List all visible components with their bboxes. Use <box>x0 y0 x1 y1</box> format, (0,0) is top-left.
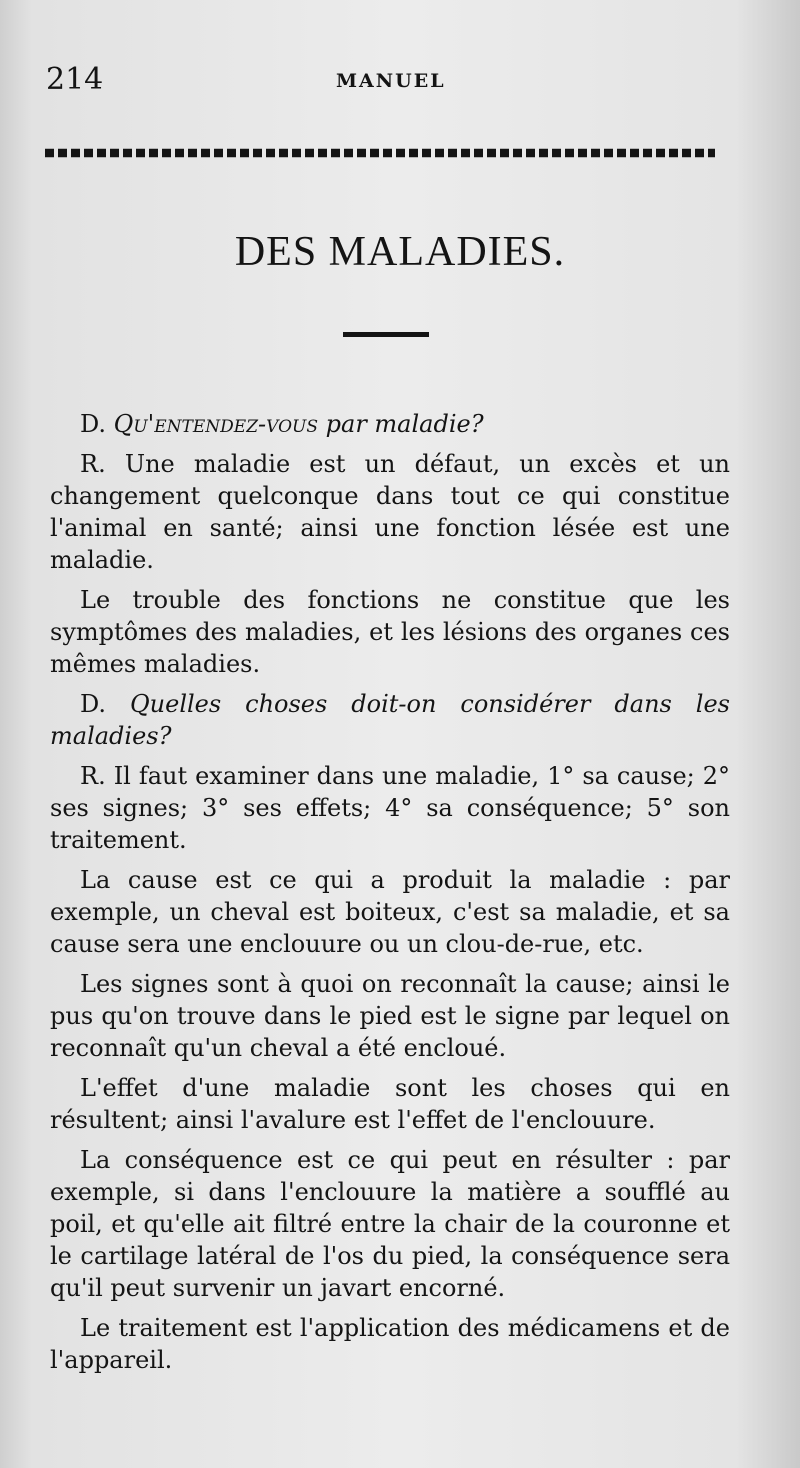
running-title: MANUEL <box>336 70 446 92</box>
title-rule <box>343 332 429 337</box>
question-paragraph <box>50 408 730 440</box>
answer-text: Il faut examiner dans une maladie, 1° sa cause; 2° ses signes; 3° ses effets; 4° sa conséquence; 5° son traitement. <box>50 762 730 854</box>
question-label: D. <box>80 690 107 718</box>
body-paragraph: La cause est ce qui a produit la maladie : par exemple, un cheval est boiteux, c'est sa maladie, et sa cause sera une enclouure ou un clou-de-rue, etc. <box>50 866 730 958</box>
body-paragraph: L'effet d'une maladie sont les choses qui en résultent; ainsi l'avalure est l'effet de l'enclouure. <box>50 1074 730 1134</box>
body-paragraph: Le trouble des fonctions ne constitue que les symptômes des maladies, et les lésions des organes ces mêmes maladies. <box>50 586 730 678</box>
answer-paragraph <box>50 760 730 856</box>
page-body <box>50 408 730 1384</box>
body-paragraph: La conséquence est ce qui peut en résulter : par exemple, si dans l'enclouure la matière a soufflé au poil, et qu'elle ait filtré entre la chair de la couronne et le cartilage latéral de l'os du pied, la conséquence sera qu'il peut survenir un javart encorné. <box>50 1146 730 1302</box>
body-paragraph: Le traitement est l'application des médicamens et de l'appareil. <box>50 1314 730 1374</box>
page-header <box>46 62 736 102</box>
answer-paragraph <box>50 448 730 576</box>
question-text: Quelles choses doit-on considérer dans les maladies? <box>50 690 730 750</box>
question-paragraph <box>50 688 730 752</box>
question-text: par maladie? <box>318 410 484 438</box>
page-number: 214 <box>46 62 104 97</box>
body-paragraph: Les signes sont à quoi on reconnaît la cause; ainsi le pus qu'on trouve dans le pied est le signe par lequel on reconnaît qu'un cheval a été encloué. <box>50 970 730 1062</box>
answer-label: R. <box>80 450 106 478</box>
answer-label: R. <box>80 762 106 790</box>
ornamental-rule <box>45 146 715 160</box>
answer-text: Une maladie est un défaut, un excès et un changement quelconque dans tout ce qui constitue l'animal en santé; ainsi une fonction lésée est une maladie. <box>50 450 730 574</box>
section-title: DES MALADIES. <box>234 229 566 275</box>
question-smallcaps: Qu'entendez-vous <box>113 410 319 438</box>
question-label: D. <box>80 410 107 438</box>
